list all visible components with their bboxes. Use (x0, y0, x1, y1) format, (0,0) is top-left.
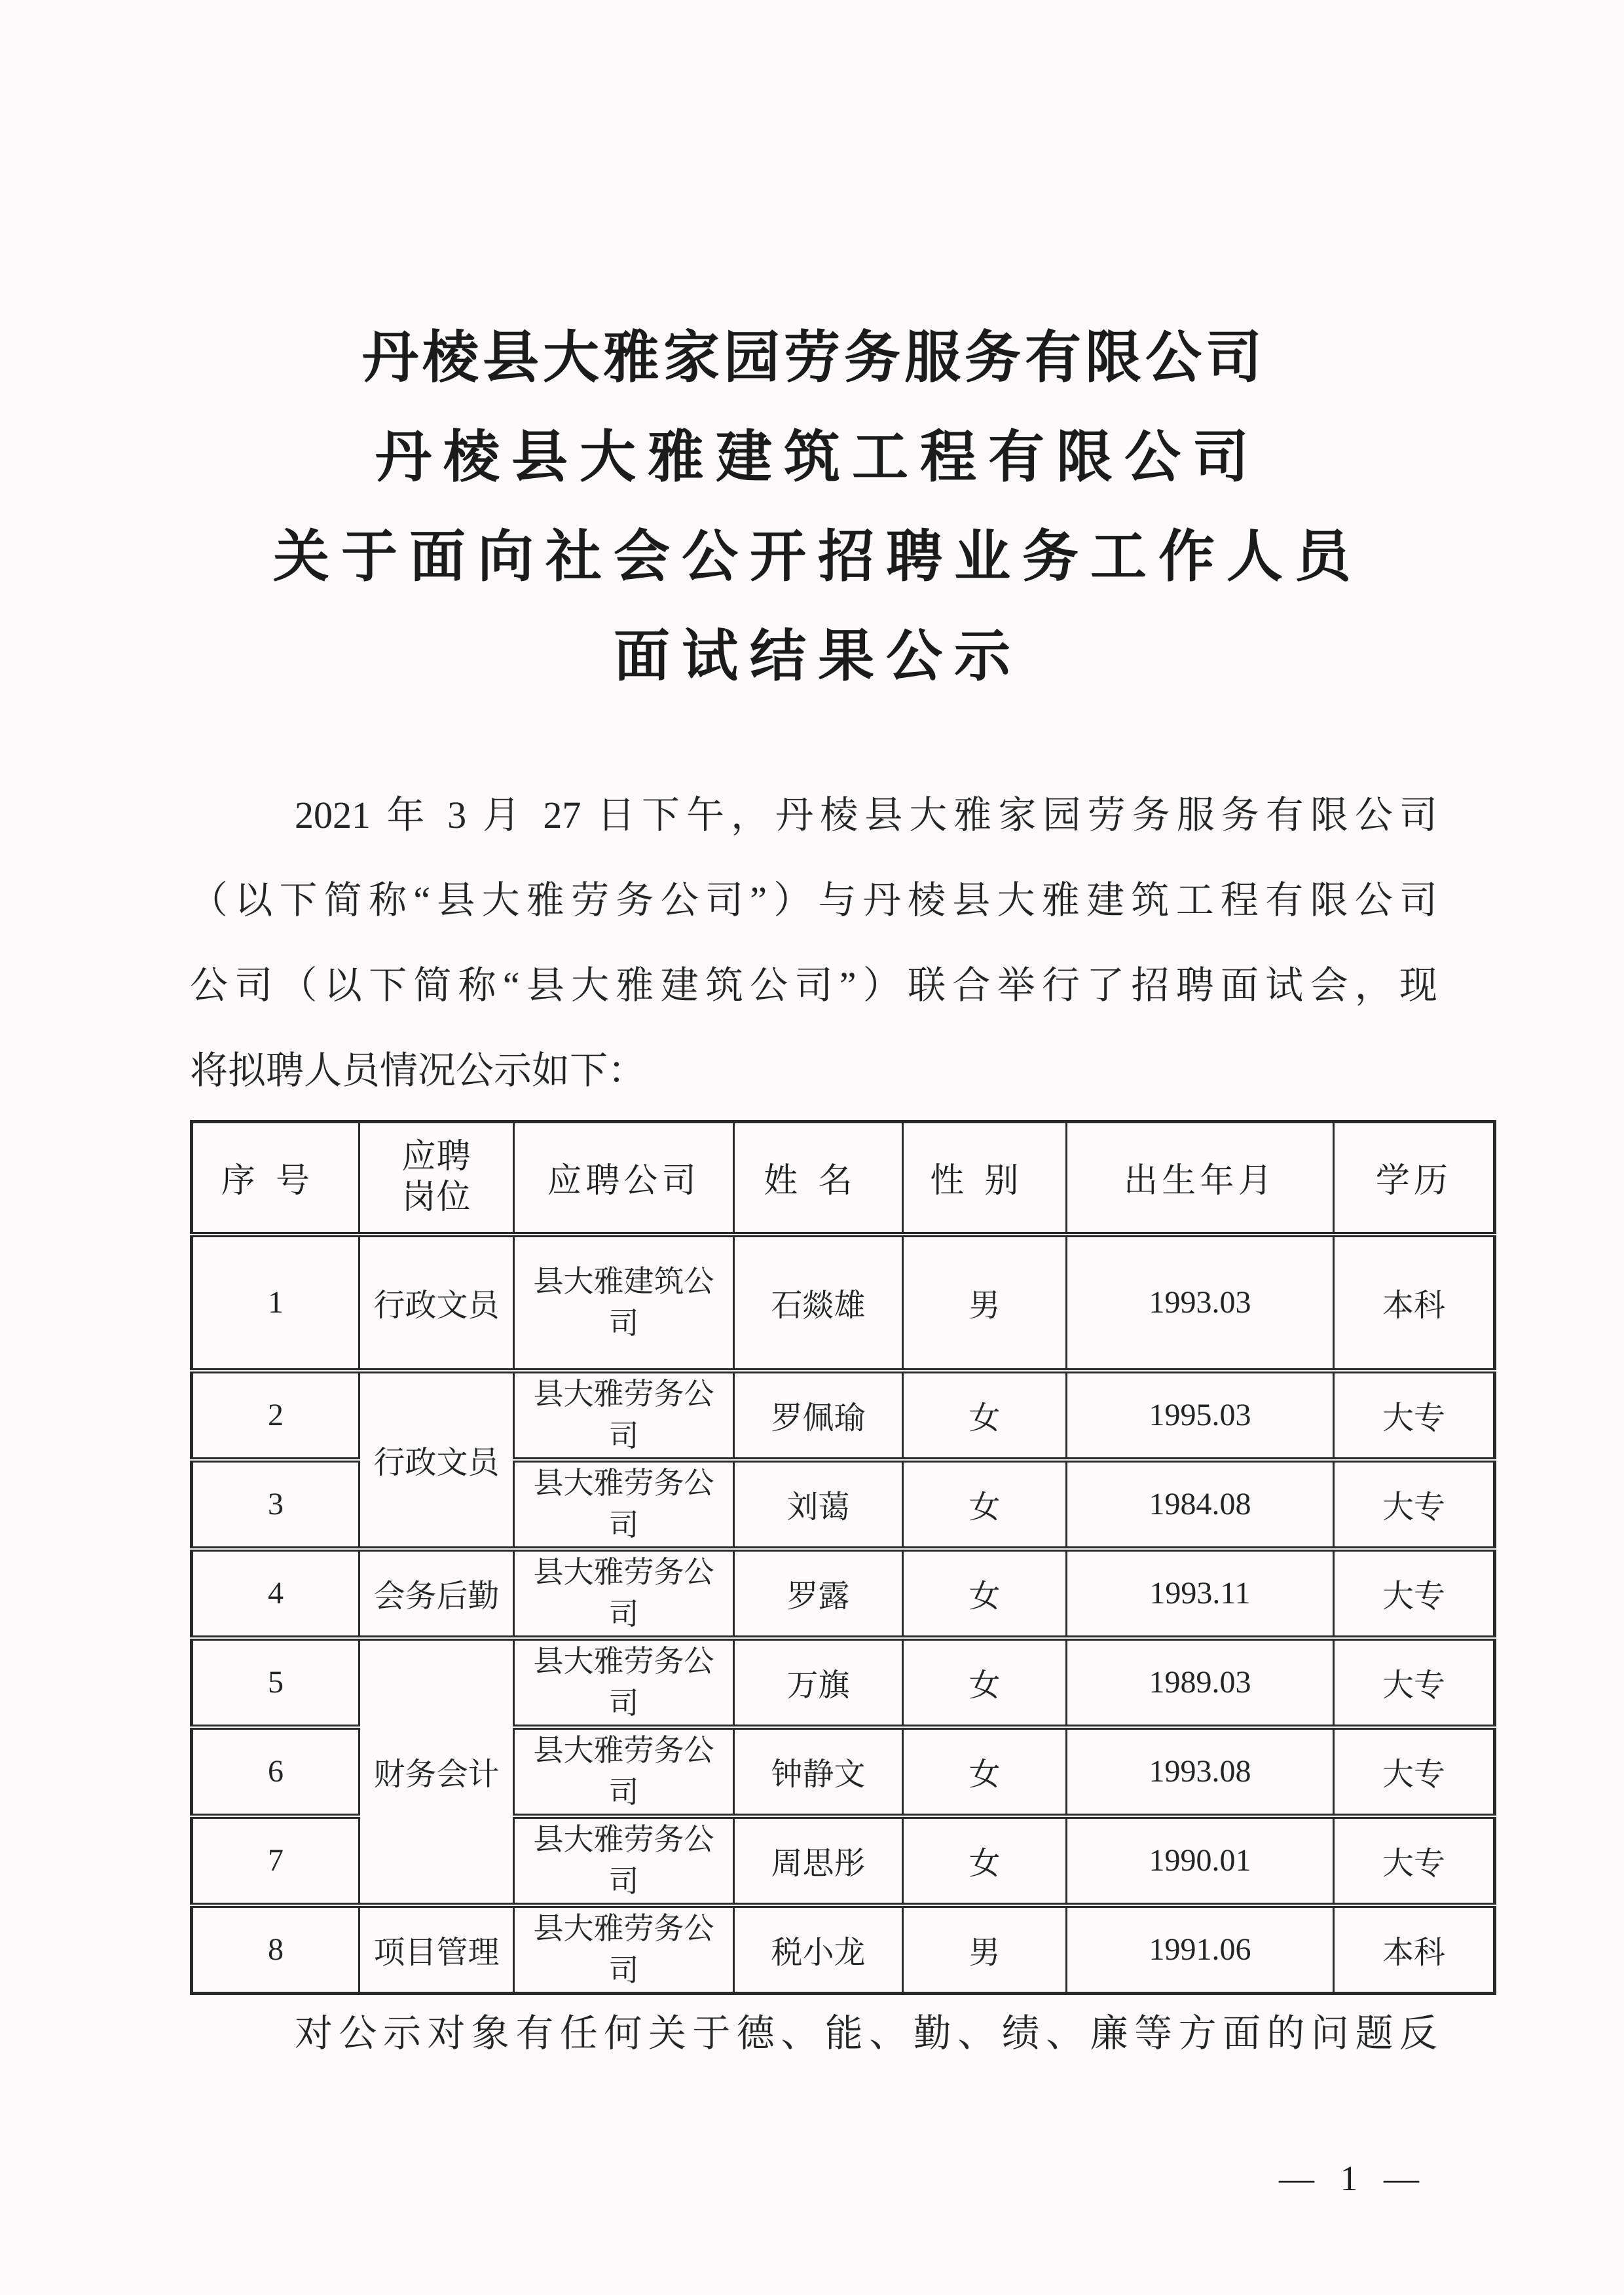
col-header-gender-label: 性别 (930, 1163, 1039, 1201)
cell-gender: 男 (903, 1235, 1067, 1371)
cell-no: 5 (192, 1638, 360, 1727)
cell-birth: 1984.08 (1067, 1460, 1334, 1549)
cell-no: 3 (192, 1460, 360, 1549)
paragraph-line-3: 公司（以下简称“县大雅建筑公司”）联合举行了招聘面试会，现 (190, 964, 1437, 1007)
cell-position: 会务后勤 (360, 1549, 514, 1638)
col-header-gender (903, 1122, 1067, 1235)
col-header-name-label: 姓名 (764, 1163, 873, 1201)
cell-name: 周思彤 (734, 1816, 903, 1905)
cell-name: 罗露 (734, 1549, 903, 1638)
cell-birth: 1993.03 (1067, 1235, 1334, 1371)
cell-position: 行政文员 (360, 1235, 514, 1371)
table-header-row (192, 1122, 1495, 1235)
cell-company: 县大雅劳务公司 (514, 1549, 734, 1638)
cell-company: 县大雅劳务公司 (514, 1905, 734, 1994)
cell-education: 大专 (1334, 1638, 1495, 1727)
cell-company: 县大雅劳务公司 (514, 1371, 734, 1460)
cell-no: 2 (192, 1371, 360, 1460)
cell-position: 项目管理 (360, 1905, 514, 1994)
title-line-1: 丹棱县大雅家园劳务服务有限公司 (362, 326, 1266, 389)
cell-company: 县大雅建筑公司 (514, 1235, 734, 1371)
col-header-position-label: 应聘岗位 (401, 1138, 471, 1216)
cell-gender: 女 (903, 1549, 1067, 1638)
col-header-birth (1067, 1122, 1334, 1235)
page-number: — 1 — (1279, 2159, 1419, 2198)
document-title (0, 308, 1624, 706)
table-row (192, 1371, 1495, 1460)
paragraph-line-4: 将拟聘人员情况公示如下： (190, 1049, 646, 1092)
table-row (192, 1905, 1495, 1994)
col-header-company-label: 应聘公司 (547, 1163, 700, 1201)
cell-name: 石燚雄 (734, 1235, 903, 1371)
cell-gender: 女 (903, 1371, 1067, 1460)
cell-gender: 女 (903, 1727, 1067, 1816)
cell-no: 4 (192, 1549, 360, 1638)
cell-company: 县大雅劳务公司 (514, 1638, 734, 1727)
cell-name: 罗佩瑜 (734, 1371, 903, 1460)
cell-no: 7 (192, 1816, 360, 1905)
cell-education: 大专 (1334, 1460, 1495, 1549)
paragraph-line-1: 2021 年 3 月 27 日下午，丹棱县大雅家园劳务服务有限公司 (295, 794, 1437, 836)
cell-birth: 1993.11 (1067, 1549, 1334, 1638)
cell-name: 刘蔼 (734, 1460, 903, 1549)
cell-gender: 男 (903, 1905, 1067, 1994)
cell-company: 县大雅劳务公司 (514, 1727, 734, 1816)
cell-no: 8 (192, 1905, 360, 1994)
cell-no: 6 (192, 1727, 360, 1816)
cell-position-merged: 行政文员 (360, 1371, 514, 1549)
title-line-2: 丹棱县大雅建筑工程有限公司 (375, 426, 1261, 489)
cell-gender: 女 (903, 1460, 1067, 1549)
title-line-4: 面试结果公示 (614, 625, 1022, 688)
cell-position-merged: 财务会计 (360, 1638, 514, 1905)
cell-name: 万旗 (734, 1638, 903, 1727)
col-header-education (1334, 1122, 1495, 1235)
col-header-position (360, 1122, 514, 1235)
col-header-name (734, 1122, 903, 1235)
cell-birth: 1995.03 (1067, 1371, 1334, 1460)
cell-education: 大专 (1334, 1371, 1495, 1460)
cell-no: 1 (192, 1235, 360, 1371)
cell-education: 大专 (1334, 1816, 1495, 1905)
cell-gender: 女 (903, 1816, 1067, 1905)
cell-education: 本科 (1334, 1235, 1495, 1371)
col-header-birth-label: 出生年月 (1124, 1163, 1276, 1201)
table-row (192, 1549, 1495, 1638)
col-header-company (514, 1122, 734, 1235)
col-header-education-label: 学历 (1375, 1163, 1452, 1201)
cell-name: 税小龙 (734, 1905, 903, 1994)
title-line-3: 关于面向社会公开招聘业务工作人员 (273, 525, 1363, 588)
cell-company: 县大雅劳务公司 (514, 1816, 734, 1905)
cell-birth: 1991.06 (1067, 1905, 1334, 1994)
results-table (190, 1120, 1496, 1995)
cell-birth: 1989.03 (1067, 1638, 1334, 1727)
cell-education: 大专 (1334, 1549, 1495, 1638)
cell-gender: 女 (903, 1638, 1067, 1727)
col-header-no (192, 1122, 360, 1235)
col-header-no-label: 序号 (221, 1163, 331, 1201)
table-row (192, 1638, 1495, 1727)
cell-name: 钟静文 (734, 1727, 903, 1816)
paragraph-line-2: （以下简称“县大雅劳务公司”）与丹棱县大雅建筑工程有限公司 (190, 879, 1437, 922)
cell-company: 县大雅劳务公司 (514, 1460, 734, 1549)
cell-education: 本科 (1334, 1905, 1495, 1994)
table-row (192, 1235, 1495, 1371)
cell-birth: 1993.08 (1067, 1727, 1334, 1816)
cell-education: 大专 (1334, 1727, 1495, 1816)
closing-line: 对公示对象有任何关于德、能、勤、绩、廉等方面的问题反 (295, 2012, 1437, 2055)
cell-birth: 1990.01 (1067, 1816, 1334, 1905)
intro-paragraph (190, 773, 1437, 1113)
